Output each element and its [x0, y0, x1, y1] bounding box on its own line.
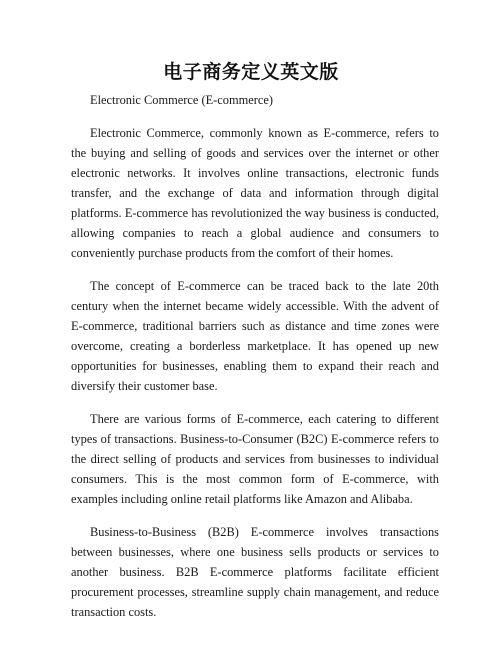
paragraph-history: The concept of E-commerce can be traced back to the late 20th century when the internet became widely accessible. With the advent of E-commerce, traditional barriers such as distance and time zones were overcome, creating a borderless marketplace. It has opened up new opportunities for businesses, enabling them to expand their reach and diversify their customer base.: [71, 279, 439, 393]
paragraph-forms-b2c: There are various forms of E-commerce, each catering to different types of transactions. Business-to-Consumer (B2C) E-commerce refers to the direct selling of products and services from businesses to individual consumers. This is the most common form of E-commerce, with examples including online retail platforms like Amazon and Alibaba.: [71, 412, 439, 506]
paragraph-definition: Electronic Commerce, commonly known as E-commerce, refers to the buying and selling of goods and services over the internet or other electronic networks. It involves online transactions, electronic funds transfer, and the exchange of data and information through digital platforms. E-commerce has revolutionized the way business is conducted, allowing companies to reach a global audience and consumers to conveniently purchase products from the comfort of their homes.: [71, 126, 439, 260]
paragraph-b2b: Business-to-Business (B2B) E-commerce involves transactions between businesses, where one business sells products or services to another business. B2B E-commerce platforms facilitate efficient procurement processes, streamline supply chain management, and reduce transaction costs.: [71, 525, 439, 619]
document-subtitle: Electronic Commerce (E-commerce): [90, 93, 274, 107]
document-body: [71, 90, 439, 635]
document-title: 电子商务定义英文版: [163, 61, 339, 83]
